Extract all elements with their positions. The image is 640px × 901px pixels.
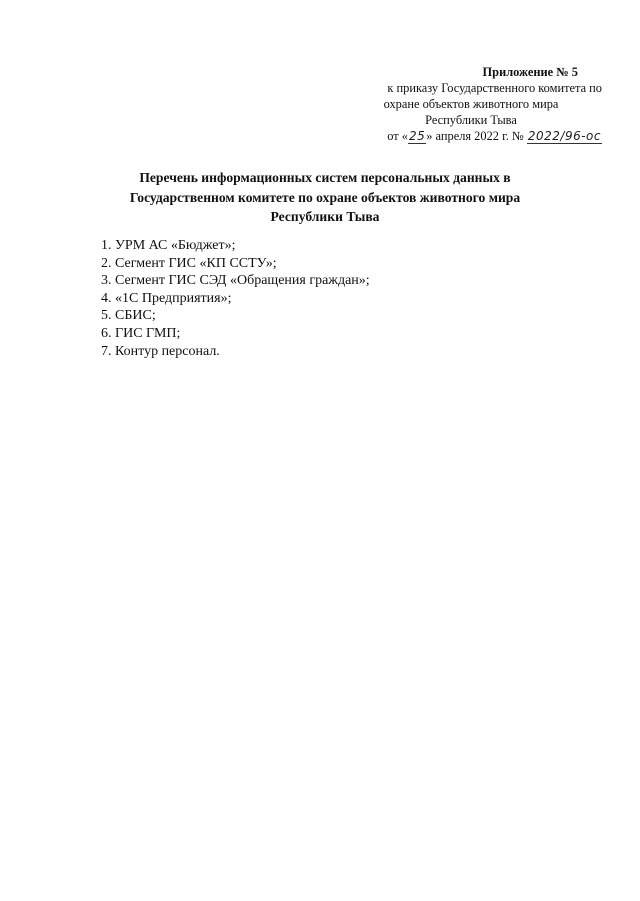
list-item: 2. Сегмент ГИС «КП ССТУ»; (101, 255, 277, 271)
appendix-line: к приказу Государственного комитета по (387, 81, 602, 95)
handwritten-day: 25 (408, 129, 426, 143)
list-item: 5. СБИС; (101, 308, 156, 324)
date-prefix: от « (387, 129, 408, 143)
list-item: 1. УРМ АС «Бюджет»; (101, 238, 236, 253)
systems-list (101, 237, 521, 360)
handwritten-order-number: 2022/96-ос (527, 129, 601, 143)
date-middle: » апреля 2022 г. № (426, 129, 524, 143)
list-item: 6. ГИС ГМП; (101, 325, 181, 341)
list-item: 4. «1С Предприятия»; (101, 290, 232, 306)
appendix-line: Республики Тыва (425, 113, 517, 127)
list-item: 3. Сегмент ГИС СЭД «Обращения граждан»; (101, 273, 370, 289)
heading-line: Республики Тыва (270, 209, 380, 224)
appendix-title: Приложение № 5 (482, 65, 578, 79)
list-item: 7. Контур персонал. (101, 343, 220, 359)
order-date-line (340, 128, 602, 144)
heading-line: Перечень информационных систем персональных данных в (139, 170, 511, 185)
appendix-header (340, 64, 602, 144)
heading-line: Государственном комитете по охране объектов животного мира (129, 189, 521, 205)
appendix-line: охране объектов животного мира (383, 97, 559, 111)
document-heading (110, 168, 540, 227)
